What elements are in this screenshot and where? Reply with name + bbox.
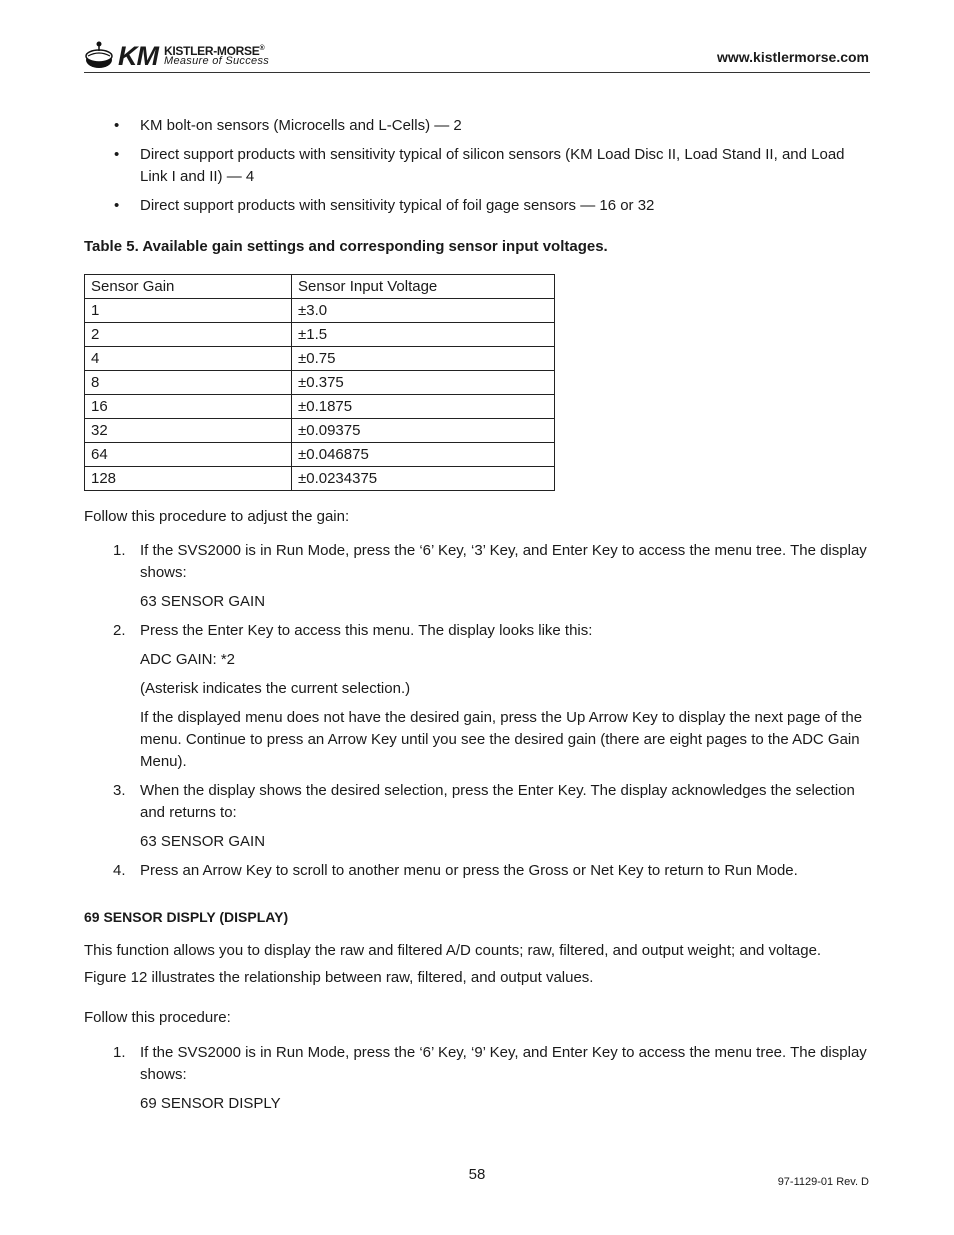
bullet-text: Direct support products with sensitivity typical of foil gage sensors — 16 or 32 [140,197,655,214]
table-cell: 8 [85,371,292,395]
table-row [85,299,555,323]
table-cell: 1 [85,299,292,323]
step-note: If the displayed menu does not have the desired gain, press the Up Arrow Key to display the next page of the menu. Continue to press an Arrow Key until you see the desired gain (there are eight pages to the ADC Gain Menu). [140,709,863,770]
step-text: Press an Arrow Key to scroll to another menu or press the Gross or Net Key to return to Run Mode. [140,862,798,879]
table-cell: ±1.5 [292,323,555,347]
table-cell: ±0.046875 [292,443,555,467]
bullet-glyph: • [114,197,120,214]
step-text: When the display shows the desired selection, press the Enter Key. The display acknowledges the selection and returns to: [140,782,855,821]
table-cell: ±3.0 [292,299,555,323]
table-cell: ±0.1875 [292,395,555,419]
table-header-row [85,275,555,299]
step-text: Press the Enter Key to access this menu. The display looks like this: [140,622,593,639]
display-procedure-steps [84,1042,870,1115]
gain-procedure-intro: Follow this procedure to adjust the gain: [84,508,350,525]
section-paragraph: Figure 12 illustrates the relationship between raw, filtered, and output values. [84,969,594,986]
step-note: (Asterisk indicates the current selection.) [140,680,411,697]
bullet-glyph: • [114,146,120,163]
table-cell: ±0.09375 [292,419,555,443]
logo-brand-name: KISTLER-MORSE [164,44,260,58]
bullet-item [84,115,870,137]
display-readout: 63 SENSOR GAIN [140,593,266,610]
table-row [85,371,555,395]
step-number: 3. [113,782,126,799]
display-readout: 63 SENSOR GAIN [140,833,266,850]
bullet-glyph: • [114,117,120,134]
gain-settings-table [84,274,555,491]
table-row [85,347,555,371]
sensor-gain-bullet-list [84,115,870,224]
table-header-cell: Sensor Input Voltage [292,275,555,299]
table-cell: ±0.0234375 [292,467,555,491]
step-text: If the SVS2000 is in Run Mode, press the ‘6’ Key, ‘3’ Key, and Enter Key to access the menu tree. The display shows: [140,542,867,581]
table-cell: 2 [85,323,292,347]
logo-registered-mark: ® [259,45,265,52]
table-row [85,467,555,491]
table-cell: 4 [85,347,292,371]
company-logo-icon [84,38,118,72]
table-row [85,443,555,467]
table-row [85,395,555,419]
table-cell: 16 [85,395,292,419]
step-number: 2. [113,622,126,639]
bullet-item [84,195,870,217]
table-caption: Table 5. Available gain settings and corresponding sensor input voltages. [84,238,608,255]
page-number: 58 [468,1166,486,1183]
step-item [84,860,870,882]
step-text: If the SVS2000 is in Run Mode, press the ‘6’ Key, ‘9’ Key, and Enter Key to access the menu tree. The display shows: [140,1044,867,1083]
logo-tagline: Measure of Success [164,55,270,67]
section-heading: 69 SENSOR DISPLY (DISPLAY) [84,909,289,925]
display-readout: ADC GAIN: *2 [140,651,236,668]
gain-procedure-steps [84,540,870,882]
logo-mark: KM [118,41,158,71]
table-cell: 64 [85,443,292,467]
table-cell: 32 [85,419,292,443]
website-url: www.kistlermorse.com [717,49,869,65]
header-rule [84,72,870,73]
table-header-cell: Sensor Gain [85,275,292,299]
display-readout: 69 SENSOR DISPLY [140,1095,281,1112]
step-item [84,540,870,613]
table-cell: ±0.75 [292,347,555,371]
step-item [84,620,870,773]
step-item [84,1042,870,1115]
step-number: 1. [113,1044,126,1061]
table-row [85,323,555,347]
table-cell: 128 [85,467,292,491]
bullet-text: Direct support products with sensitivity typical of silicon sensors (KM Load Disc II, Load Stand II, and Load Link I and II) — 4 [140,146,845,185]
bullet-text: KM bolt-on sensors (Microcells and L-Cells) — 2 [140,117,462,134]
section-paragraph: This function allows you to display the raw and filtered A/D counts; raw, filtered, and output weight; and voltage. [84,942,822,959]
step-number: 1. [113,542,126,559]
step-item [84,780,870,853]
table-cell: ±0.375 [292,371,555,395]
table-row [85,419,555,443]
document-number: 97-1129-01 Rev. D [777,1176,869,1188]
bullet-item [84,144,870,188]
step-number: 4. [113,862,126,879]
display-procedure-intro: Follow this procedure: [84,1009,231,1026]
